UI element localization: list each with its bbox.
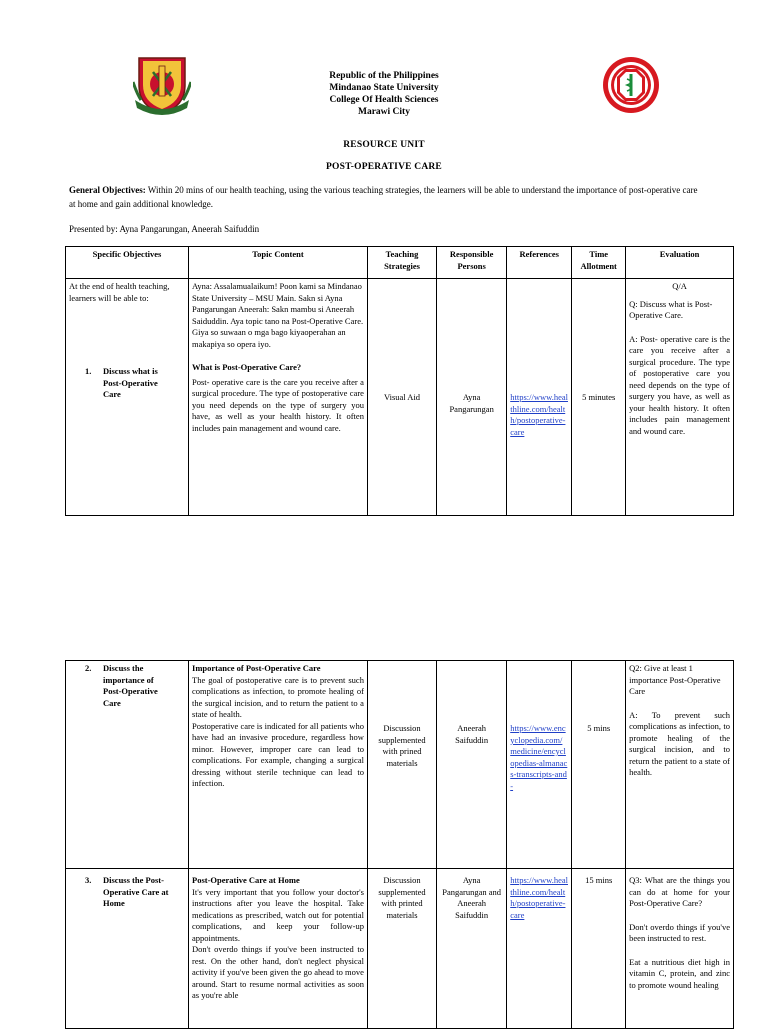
time-text: 5 minutes [582,392,616,402]
header-references: References [507,247,572,279]
table-row [66,279,734,516]
evaluation-cell [626,279,734,516]
table-row [66,661,734,869]
objective-3 [69,875,185,910]
header-line-city: Marawi City [358,107,410,117]
objective-number: 3. [85,875,92,885]
evaluation-question: Q2: Give at least 1 importance Post-Operative Care [629,663,721,696]
time-cell [572,869,626,1029]
objective-text: Discuss what is Post-Operative Care [103,366,158,399]
topic-text: The goal of postoperative care is to prevent such complications as infection, to promote healing of the surgical incision, and to return the patient to a state of health. [192,674,364,719]
reference-cell [507,869,572,1029]
table-row [66,869,734,1029]
person-text: Ayna Pangarungan and Aneerah Saifuddin [442,875,502,920]
time-cell [572,279,626,516]
header-topic-content: Topic Content [189,247,368,279]
general-objectives-label: General Objectives: [69,185,146,195]
evaluation-answer: A: To prevent such complications as infection, to promote healing of the surgical incision, and to return the patient to a state of health. [629,709,730,777]
evaluation-answer: Don't overdo things if you've been instructed to rest. [629,921,730,943]
person-text: Aneerah Saifuddin [455,723,489,745]
topic-text: Postoperative care is indicated for all patients who have had an invasive procedure, regardless how minor. However, improper care can lead to complications. For example, changing a surgical dressing without sterile technique can lead to infection. [192,720,364,788]
strategy-text: Discussion supplemented with printed materials [378,875,426,920]
reference-link[interactable]: https://www.healthline.com/health/postoperative-care [510,875,568,920]
table-header-row [66,247,734,279]
reference-link[interactable]: https://www.healthline.com/health/postoperative-care [510,392,568,437]
objective-text: Discuss the Post-Operative Care at Home [103,875,169,908]
header-responsible-persons: Responsible Persons [437,247,507,279]
objectives-intro: At the end of health teaching, learners will be able to: [69,281,170,303]
topic-text: It's very important that you follow your doctor's instructions after you leave the hospital. Take medications as prescribed, watch out for potential complications, and keep your follow-up appointments. [192,886,364,943]
strategy-cell [367,869,436,1029]
strategy-text: Visual Aid [383,392,421,402]
objective-cell [66,279,189,516]
topic-content-cell [189,279,368,516]
header-evaluation: Evaluation [626,247,734,279]
resource-unit-title: RESOURCE UNIT [343,140,425,150]
greeting-text: Ayna: Assalamualaikum! Poon kami sa Mindanao State University – MSU Main. Sakn si Ayna Pangarungan Aneerah: Sakn mambu si Aneerah Saiduddin. Aya topic tano na Post-Operative Care. Giya so suwaan o mga bago kiyaoperahan an makapiya so opera iyo. [192,281,364,349]
time-cell [572,661,626,869]
evaluation-cell [626,661,734,869]
time-text: 5 mins [587,723,611,733]
evaluation-cell [626,869,734,1029]
reference-link[interactable]: https://www.encyclopedia.com/medicine/encyclopedias-almanacs-transcripts-and- [510,723,568,791]
evaluation-question: Q3: What are the things you can do at home for your Post-Operative Care? [629,875,730,908]
topic-text: Post- operative care is the care you receive after a surgical procedure. The type of postoperative care you need depends on the type of surgery you have, as well as your health history. It often includes pain management and wound care. [192,376,364,433]
topic-title: POST-OPERATIVE CARE [326,162,442,172]
general-objectives-text: Within 20 mins of our health teaching, using the various teaching strategies, the learners will be able to understand the importance of post-operative care at home and gain additional knowledge. [69,185,698,209]
evaluation-answer: Eat a nutritious diet high in vitamin C, protein, and zinc to promote wound healing [629,956,730,990]
objective-number: 1. [85,366,92,376]
topic-text: Don't overdo things if you've been instructed to rest. On the other hand, don't neglect physical activity if you've been given the go ahead to move around. Start to resume normal activities as soon as you're able [192,944,364,1000]
strategy-cell [367,279,436,516]
topic-heading: What is Post-Operative Care? [192,362,302,372]
header-time-allotment: Time Allotment [572,247,626,279]
objective-2 [69,663,185,709]
person-cell [437,869,507,1029]
reference-cell [507,661,572,869]
header-line-college: College Of Health Sciences [329,95,439,105]
header-line-republic: Republic of the Philippines [329,71,439,81]
time-text: 15 mins [585,875,613,885]
objective-text: Discuss the importance of Post-Operative Care [103,663,158,708]
header-specific-objectives: Specific Objectives [66,247,189,279]
general-objectives [69,183,699,211]
topic-content-cell [189,869,368,1029]
strategy-text: Discussion supplemented with prined materials [378,723,426,768]
topic-heading: Post-Operative Care at Home [192,875,300,885]
person-text: Ayna Pangarungan [449,392,494,414]
topic-content-cell [189,661,368,869]
resource-table-2 [65,660,734,1029]
header-line-university: Mindanao State University [329,83,439,93]
strategy-cell [367,661,436,869]
evaluation-heading: Q/A [672,281,687,291]
person-cell [437,661,507,869]
header-teaching-strategies: Teaching Strategies [367,247,436,279]
objective-1 [69,366,185,401]
resource-table-1 [65,246,734,516]
reference-cell [507,279,572,516]
person-cell [437,279,507,516]
presented-by: Presented by: Ayna Pangarungan, Aneerah Saifuddin [69,224,260,234]
topic-heading: Importance of Post-Operative Care [192,663,321,673]
objective-cell [66,661,189,869]
evaluation-question: Q: Discuss what is Post-Operative Care. [629,298,713,320]
evaluation-answer: A: Post- operative care is the care you receive after a surgical procedure. The type of postoperative care you need depends on the type of surgery you have, as well as your health history. It often includes pain management and wound care. [629,333,730,436]
objective-cell [66,869,189,1029]
objective-number: 2. [85,663,92,673]
